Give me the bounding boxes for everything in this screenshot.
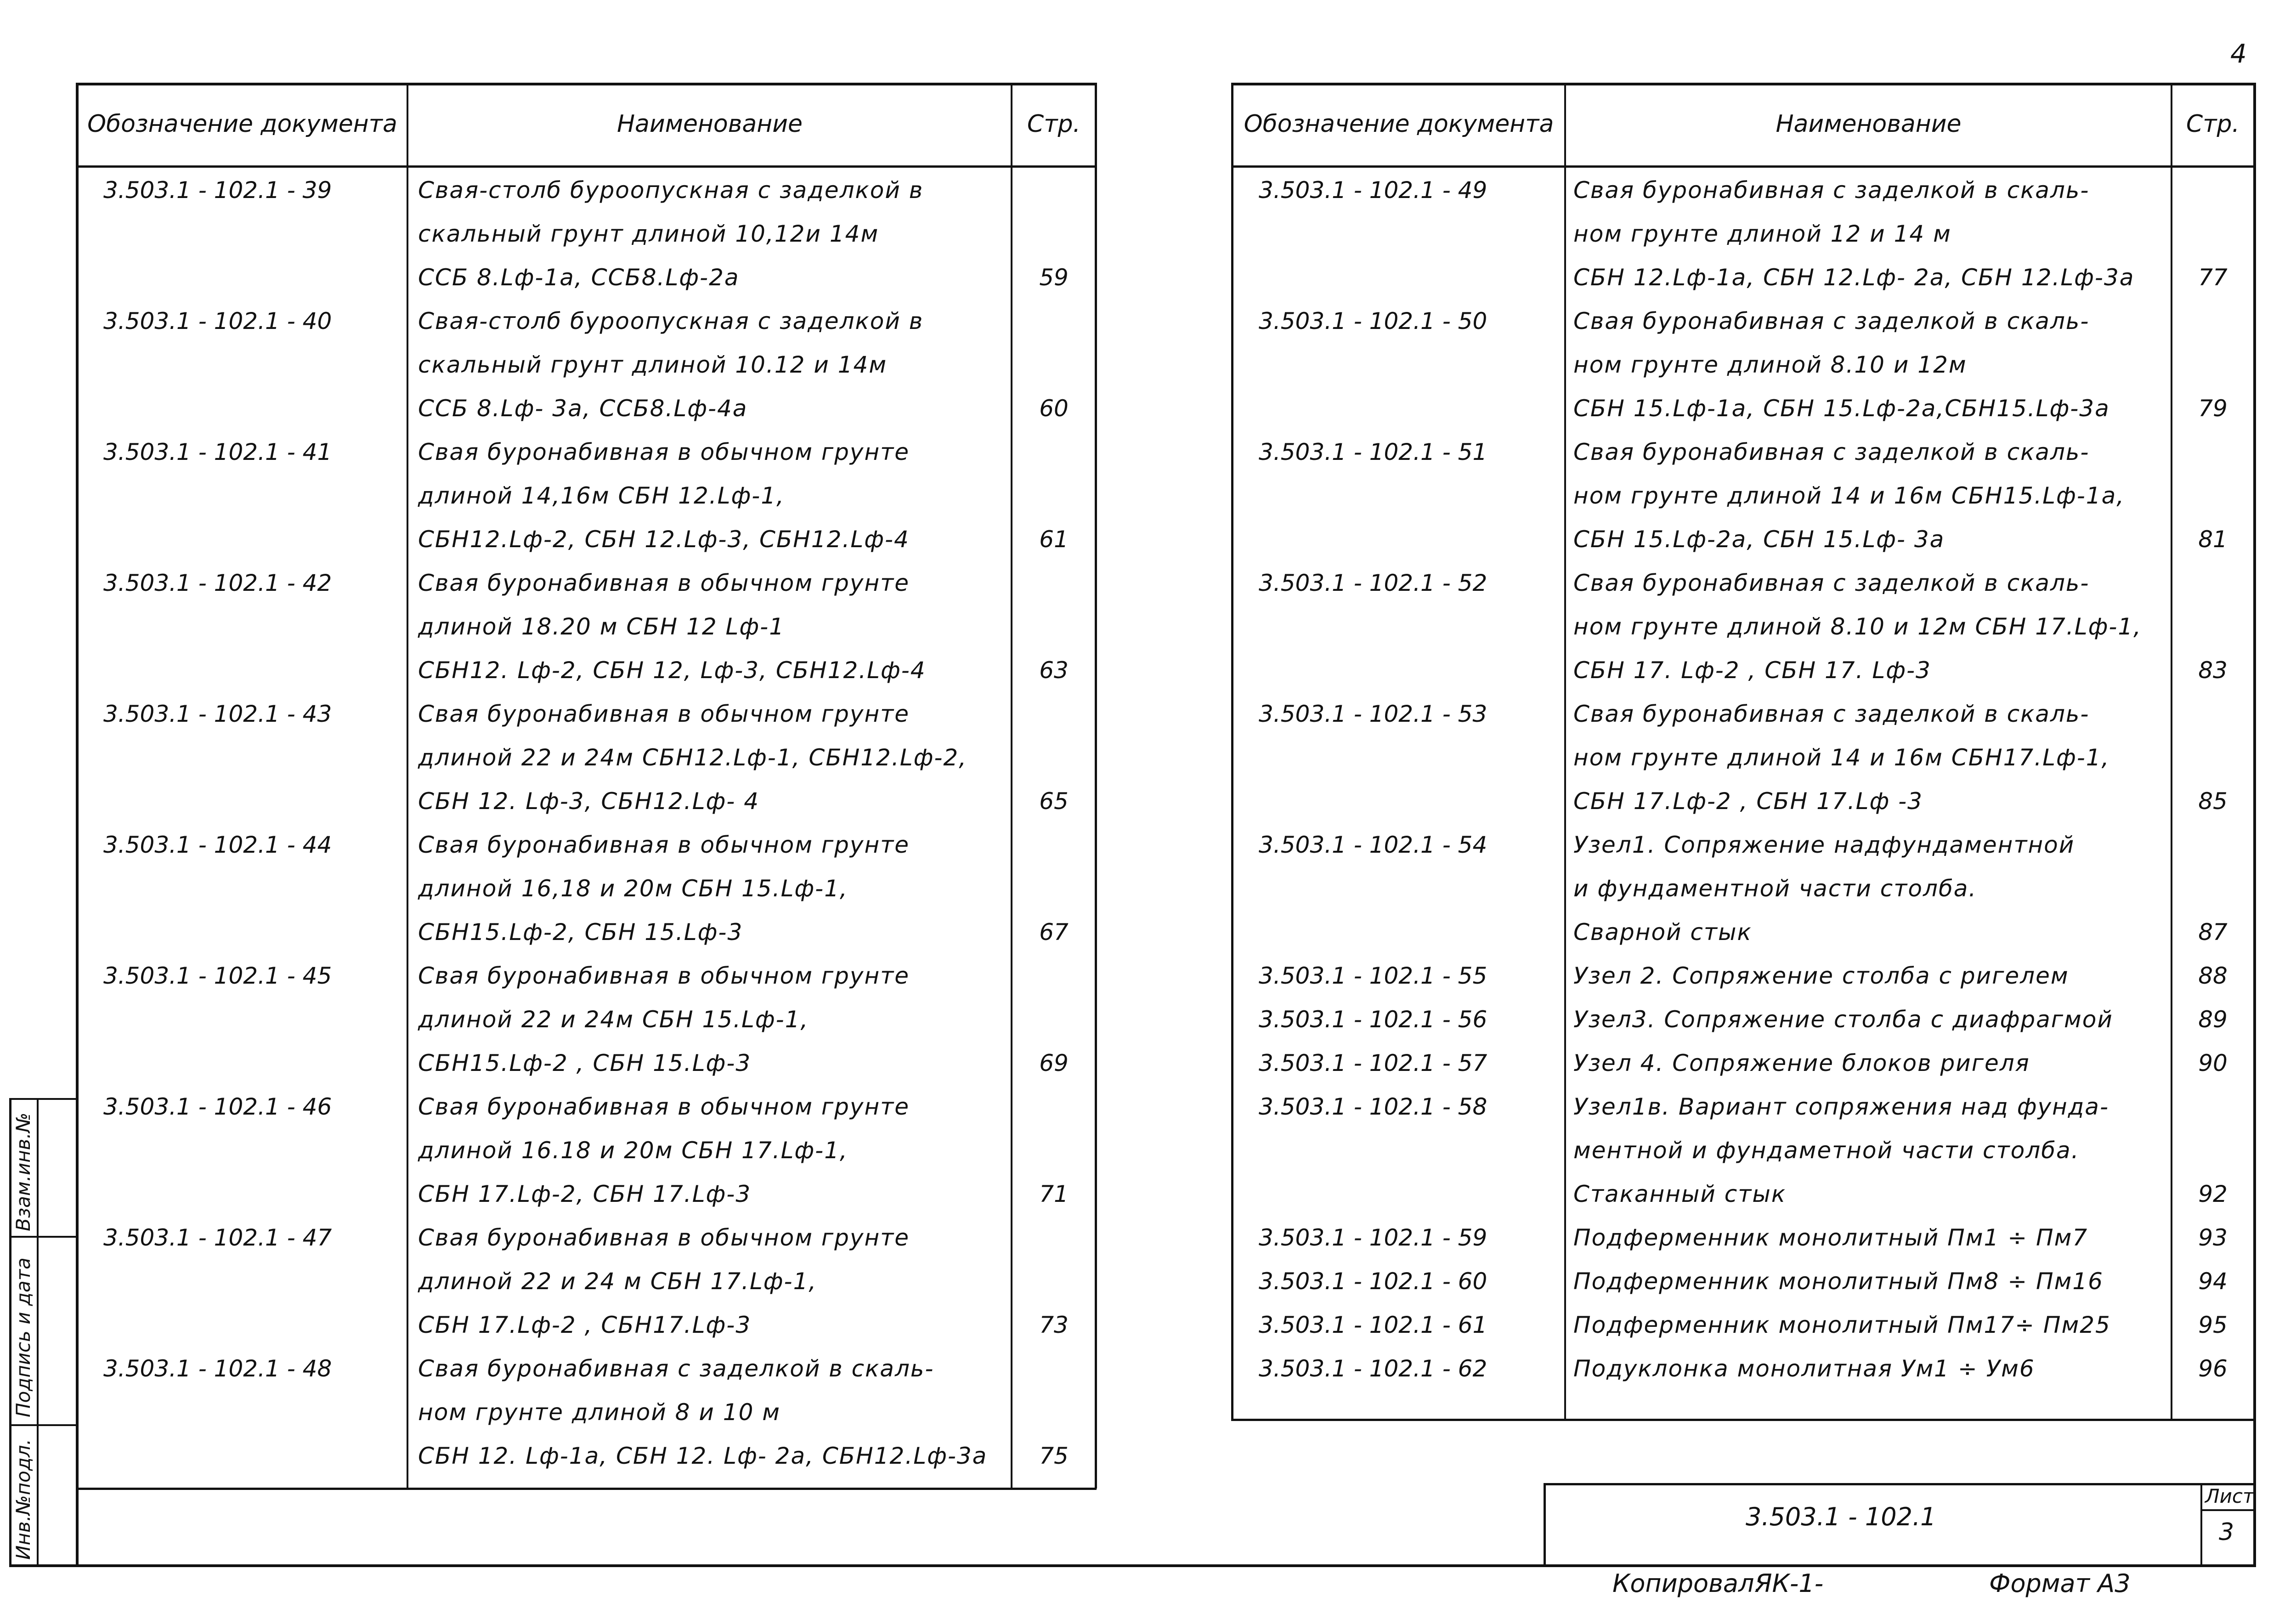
document-code: 3.503.1 - 102.1 - 39 — [103, 177, 332, 204]
document-name-line: Свая буронабивная в обычном грунте — [418, 439, 910, 465]
document-code: 3.503.1 - 102.1 - 41 — [103, 439, 332, 465]
right-col-0 — [1231, 83, 1233, 1420]
document-code: 3.503.1 - 102.1 - 62 — [1259, 1355, 1487, 1382]
document-name-line: Узел 2. Сопряжение столба с ригелем — [1573, 963, 2069, 989]
stamp-label-signature-date: Подпись и дата — [12, 1257, 34, 1417]
document-name-line: СБН 17. Lф-2 , СБН 17. Lф-3 — [1573, 657, 1931, 684]
document-code: 3.503.1 - 102.1 - 44 — [103, 832, 332, 858]
page-ref: 73 — [1039, 1312, 1069, 1338]
frame-left — [76, 83, 79, 1567]
document-name-line: Узел3. Сопряжение столба с диафрагмой — [1573, 1006, 2113, 1033]
document-name-line: скальный грунт длиной 10.12 и 14м — [418, 351, 888, 378]
title-block-sheet-label: Лист — [2205, 1485, 2254, 1507]
document-name-line: Свая буронабивная с заделкой в скаль- — [1573, 701, 2090, 727]
document-name-line: Подуклонка монолитная Ум1 ÷ Ум6 — [1573, 1355, 2035, 1382]
document-name-line: ном грунте длиной 8.10 и 12м — [1573, 351, 1967, 378]
page-number: 4 — [2230, 39, 2247, 69]
document-code: 3.503.1 - 102.1 - 48 — [103, 1355, 332, 1382]
document-name-line: Свая-столб буроопускная с заделкой в — [418, 177, 924, 204]
document-name-line: ном грунте длиной 8.10 и 12м СБН 17.Lф-1, — [1573, 613, 2142, 640]
left-header-name: Наименование — [616, 110, 803, 138]
page-ref: 83 — [2198, 657, 2228, 684]
document-name-line: СБН 17.Lф-2 , СБН 17.Lф -3 — [1573, 788, 1923, 815]
frame-top-left — [76, 83, 1096, 85]
left-col-3 — [1095, 83, 1097, 1489]
document-name-line: ном грунте длиной 14 и 16м СБН17.Lф-1, — [1573, 744, 2110, 771]
document-name-line: и фундаментной части столба. — [1573, 875, 1977, 902]
title-block-sheet-number: 3 — [2219, 1518, 2234, 1546]
left-col-1 — [407, 83, 408, 1489]
page-ref: 93 — [2198, 1224, 2228, 1251]
document-name-line: Свая буронабивная с заделкой в скаль- — [418, 1355, 934, 1382]
page-ref: 92 — [2198, 1181, 2228, 1207]
document-code: 3.503.1 - 102.1 - 43 — [103, 701, 332, 727]
document-code: 3.503.1 - 102.1 - 50 — [1259, 308, 1487, 334]
document-code: 3.503.1 - 102.1 - 42 — [103, 570, 332, 596]
document-name-line: Стаканный стык — [1573, 1181, 1787, 1207]
document-code: 3.503.1 - 102.1 - 40 — [103, 308, 332, 334]
footer-format: Формат А3 — [1989, 1569, 2131, 1598]
page-ref: 60 — [1039, 395, 1069, 422]
document-name-line: Свая-столб буроопускная с заделкой в — [418, 308, 924, 334]
document-code: 3.503.1 - 102.1 - 55 — [1259, 963, 1487, 989]
document-name-line: СБН15.Lф-2, СБН 15.Lф-3 — [418, 919, 743, 946]
document-name-line: Свая буронабивная в обычном грунте — [418, 1224, 910, 1251]
frame-right — [2253, 83, 2256, 1567]
right-header-name: Наименование — [1776, 110, 1962, 138]
document-name-line: длиной 22 и 24м СБН 15.Lф-1, — [418, 1006, 809, 1033]
page-ref: 71 — [1039, 1181, 1069, 1207]
document-name-line: Подферменник монолитный Пм8 ÷ Пм16 — [1573, 1268, 2104, 1295]
document-name-line: СБН 17.Lф-2 , СБН17.Lф-3 — [418, 1312, 752, 1338]
document-name-line: длиной 14,16м СБН 12.Lф-1, — [418, 482, 785, 509]
document-name-line: Свая буронабивная в обычном грунте — [418, 963, 910, 989]
right-header-divider — [1231, 165, 2256, 168]
document-name-line: Узел 4. Сопряжение блоков ригеля — [1573, 1050, 2030, 1076]
document-name-line: Узел1в. Вариант сопряжения над фунда- — [1573, 1093, 2109, 1120]
document-name-line: СБН15.Lф-2 , СБН 15.Lф-3 — [418, 1050, 752, 1076]
page-ref: 59 — [1039, 264, 1069, 291]
title-block-left — [1544, 1483, 1546, 1566]
stamp-div-2 — [9, 1424, 78, 1426]
right-table-bottom — [1231, 1419, 2256, 1421]
page-ref: 79 — [2198, 395, 2228, 422]
page-ref: 63 — [1039, 657, 1069, 684]
left-header-divider — [76, 165, 1096, 168]
document-name-line: Сварной стык — [1573, 919, 1752, 946]
document-code: 3.503.1 - 102.1 - 52 — [1259, 570, 1487, 596]
document-name-line: ном грунте длиной 8 и 10 м — [418, 1399, 780, 1426]
document-name-line: длиной 16.18 и 20м СБН 17.Lф-1, — [418, 1137, 848, 1164]
page-ref: 95 — [2198, 1312, 2228, 1338]
left-header-page: Стр. — [1027, 110, 1081, 138]
document-name-line: длиной 22 и 24м СБН12.Lф-1, СБН12.Lф-2, — [418, 744, 967, 771]
page-ref: 94 — [2198, 1268, 2228, 1295]
page-ref: 88 — [2198, 963, 2228, 989]
page-ref: 61 — [1039, 526, 1069, 553]
title-block-top — [1544, 1483, 2256, 1485]
document-code: 3.503.1 - 102.1 - 47 — [103, 1224, 332, 1251]
document-name-line: ментной и фундаметной части столба. — [1573, 1137, 2080, 1164]
document-name-line: Свая буронабивная в обычном грунте — [418, 1093, 910, 1120]
document-name-line: Свая буронабивная в обычном грунте — [418, 701, 910, 727]
document-name-line: СБН 15.Lф-1а, СБН 15.Lф-2а,СБН15.Lф-3а — [1573, 395, 2110, 422]
page-ref: 67 — [1039, 919, 1069, 946]
page-ref: 87 — [2198, 919, 2228, 946]
document-name-line: Свая буронабивная с заделкой в скаль- — [1573, 570, 2090, 596]
left-table-bottom — [76, 1488, 1097, 1490]
document-name-line: Свая буронабивная в обычном грунте — [418, 570, 910, 596]
document-code: 3.503.1 - 102.1 - 57 — [1259, 1050, 1487, 1076]
document-name-line: Подферменник монолитный Пм17÷ Пм25 — [1573, 1312, 2111, 1338]
document-name-line: СБН 12. Lф-3, СБН12.Lф- 4 — [418, 788, 760, 815]
document-name-line: СБН 15.Lф-2а, СБН 15.Lф- 3а — [1573, 526, 1945, 553]
document-code: 3.503.1 - 102.1 - 61 — [1259, 1312, 1487, 1338]
left-header-designation: Обозначение документа — [87, 110, 397, 138]
document-name-line: ССБ 8.Lф- 3а, ССБ8.Lф-4а — [418, 395, 748, 422]
frame-top-right — [1231, 83, 2256, 85]
document-name-line: СБН12.Lф-2, СБН 12.Lф-3, СБН12.Lф-4 — [418, 526, 910, 553]
stamp-label-inv-replace: Взам.инв.№ — [12, 1112, 34, 1231]
stamp-outer-left — [9, 1098, 11, 1567]
left-col-2 — [1011, 83, 1012, 1489]
document-code: 3.503.1 - 102.1 - 59 — [1259, 1224, 1487, 1251]
frame-bottom — [9, 1564, 2256, 1567]
title-block-designation: 3.503.1 - 102.1 — [1746, 1502, 1936, 1531]
document-code: 3.503.1 - 102.1 - 54 — [1259, 832, 1487, 858]
document-name-line: длиной 16,18 и 20м СБН 15.Lф-1, — [418, 875, 848, 902]
document-name-line: СБН 12.Lф-1а, СБН 12.Lф- 2а, СБН 12.Lф-3а — [1573, 264, 2135, 291]
footer-copied-sign: ЯК-1- — [1755, 1569, 1824, 1598]
page-ref: 96 — [2198, 1355, 2228, 1382]
document-name-line: скальный грунт длиной 10,12и 14м — [418, 221, 879, 247]
document-name-line: СБН 17.Lф-2, СБН 17.Lф-3 — [418, 1181, 752, 1207]
document-code: 3.503.1 - 102.1 - 51 — [1259, 439, 1487, 465]
right-header-page: Стр. — [2186, 110, 2240, 138]
page-ref: 90 — [2198, 1050, 2228, 1076]
document-name-line: Свая буронабивная в обычном грунте — [418, 832, 910, 858]
document-name-line: длиной 18.20 м СБН 12 Lф-1 — [418, 613, 785, 640]
document-code: 3.503.1 - 102.1 - 45 — [103, 963, 332, 989]
document-code: 3.503.1 - 102.1 - 58 — [1259, 1093, 1487, 1120]
document-name-line: СБН12. Lф-2, СБН 12, Lф-3, СБН12.Lф-4 — [418, 657, 926, 684]
document-code: 3.503.1 - 102.1 - 60 — [1259, 1268, 1487, 1295]
document-name-line: Свая буронабивная с заделкой в скаль- — [1573, 439, 2090, 465]
document-name-line: Узел1. Сопряжение надфундаментной — [1573, 832, 2075, 858]
title-block-sheet-divider — [2200, 1483, 2202, 1566]
page-ref: 77 — [2198, 264, 2228, 291]
page-ref: 81 — [2198, 526, 2228, 553]
document-name-line: длиной 22 и 24 м СБН 17.Lф-1, — [418, 1268, 817, 1295]
footer-copied-label: Копировал: — [1612, 1569, 1763, 1598]
document-code: 3.503.1 - 102.1 - 56 — [1259, 1006, 1487, 1033]
document-code: 3.503.1 - 102.1 - 53 — [1259, 701, 1487, 727]
stamp-inner — [37, 1098, 39, 1567]
page-ref: 89 — [2198, 1006, 2228, 1033]
document-name-line: ном грунте длиной 12 и 14 м — [1573, 221, 1951, 247]
document-name-line: Свая буронабивная с заделкой в скаль- — [1573, 177, 2090, 204]
right-header-designation: Обозначение документа — [1244, 110, 1554, 138]
document-name-line: Свая буронабивная с заделкой в скаль- — [1573, 308, 2090, 334]
page-ref: 65 — [1039, 788, 1069, 815]
document-name-line: Подферменник монолитный Пм1 ÷ Пм7 — [1573, 1224, 2088, 1251]
page-ref: 75 — [1039, 1443, 1069, 1469]
page-ref: 85 — [2198, 788, 2228, 815]
document-code: 3.503.1 - 102.1 - 46 — [103, 1093, 332, 1120]
stamp-div-1 — [9, 1236, 78, 1238]
right-col-1 — [1564, 83, 1566, 1420]
stamp-label-inv-orig: Инв.№подл. — [12, 1438, 34, 1560]
document-name-line: ССБ 8.Lф-1а, ССБ8.Lф-2а — [418, 264, 740, 291]
title-block-sheet-label-line — [2200, 1509, 2256, 1511]
page-ref: 69 — [1039, 1050, 1069, 1076]
document-name-line: СБН 12. Lф-1а, СБН 12. Lф- 2а, СБН12.Lф-3а — [418, 1443, 988, 1469]
stamp-top — [9, 1098, 78, 1100]
document-name-line: ном грунте длиной 14 и 16м СБН15.Lф-1а, — [1573, 482, 2125, 509]
document-code: 3.503.1 - 102.1 - 49 — [1259, 177, 1487, 204]
